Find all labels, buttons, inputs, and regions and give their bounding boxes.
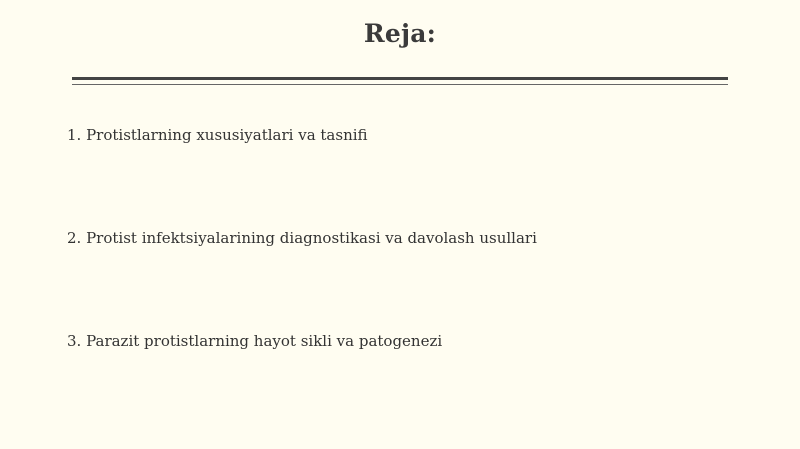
plan-item-1: 1. Protistlarning xususiyatlari va tasnifi: [67, 126, 368, 144]
title-divider-thick: [72, 77, 728, 80]
slide-title: Reja:: [363, 19, 437, 48]
title-divider-thin: [72, 84, 728, 85]
plan-item-2: 2. Protist infektsiyalarining diagnostikasi va davolash usullari: [67, 229, 537, 247]
plan-item-3: 3. Parazit protistlarning hayot sikli va patogenezi: [67, 332, 443, 350]
